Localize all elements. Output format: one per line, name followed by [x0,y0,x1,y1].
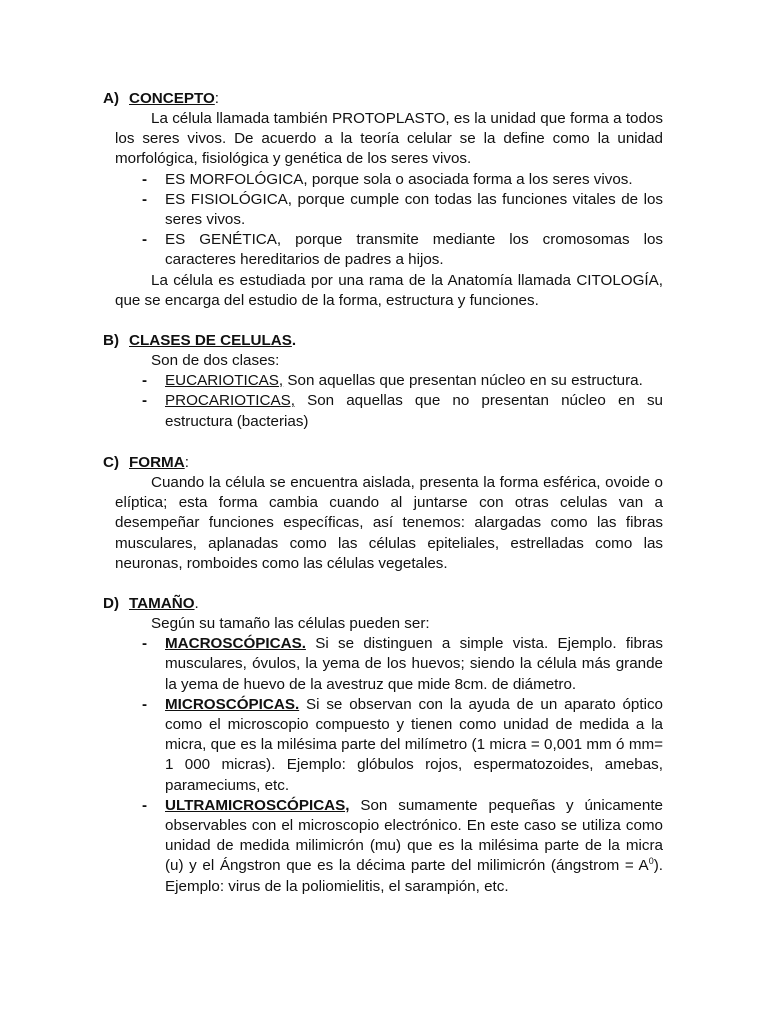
heading-punct: . [194,595,199,612]
bullet-list [115,170,663,271]
list-item: - MICROSCÓPICAS. Si se observan con la ayuda de un aparato óptico como el microscopio compuesto y tienen como unidad de medida a la micra, que es la milésima parte del milímetro (1 micra = 0,001 mm ó mm= 1 000 micras). Ejemplo: glóbulos rojos, espermatozoides, amebas, parameciums, etc. [142,695,663,794]
list-item: - ULTRAMICROSCÓPICAS, Son sumamente pequeñas y únicamente observables con el microscopio electrónico. En este caso se utiliza como unidad de medida milimicrón (mu) que es la milésima parte de la micra (u) y el Ángstron que es la décima parte del milimicrón (ángstrom = $A^0$). Ejemplo: virus de la poliomielitis, el sarampión, etc. [142,796,663,895]
section-letter: A) [103,90,120,107]
section-heading [129,89,219,109]
heading-punct: : [184,454,189,471]
section-body [115,351,663,432]
section-heading [129,331,296,351]
heading-title: TAMAÑO [129,595,195,612]
paragraph: Según su tamaño las células pueden ser: [151,615,430,632]
heading-title: CLASES DE CELULAS [129,332,292,349]
bullet-list [115,371,663,432]
section-letter: D) [103,595,120,612]
paragraph: La célula llamada también PROTOPLASTO, es la unidad que forma a todos los seres vivos. De acuerdo a la teoría celular se la define como la unidad morfológica, fisiológica y genética de los seres vivos. [115,110,663,168]
heading-punct: . [291,332,297,349]
list-item: - ES GENÉTICA, porque transmite mediante los cromosomas los caracteres hereditarios de padres a hijos. [142,231,663,269]
list-item-text: ES FISIOLÓGICA, porque cumple con todas las funciones vitales de los seres vivos. [165,190,663,229]
term-description: Son aquellas que presentan núcleo en su estructura. [283,372,643,390]
term-description: Si se observan con la ayuda de un aparato óptico como el microscopio compuesto y tienen como unidad de medida a la micra, que es la milésima parte del milímetro (1 micra = 0,001 mm ó mm= 1 000 micras). Ejemplo: glóbulos rojos, espermatozoides, amebas, parameciums, etc. [165,695,663,794]
list-item: - ES FISIOLÓGICA, porque cumple con todas las funciones vitales de los seres vivos. [142,190,663,229]
section-letter: C) [103,454,120,471]
list-item: - EUCARIOTICAS, Son aquellas que presentan núcleo en su estructura. [142,372,643,390]
superscript: 0 [648,856,654,867]
list-item-text: ES MORFOLÓGICA, porque sola o asociada forma a los seres vivos. [165,170,633,188]
paragraph: Cuando la célula se encuentra aislada, presenta la forma esférica, ovoide o elíptica; esta forma cambia cuando al juntarse con otras celulas van a desempeñar funciones específicas, así tenemos: alargadas como las fibras musculares, aplanadas como las células epiteliales, estrelladas como las neuronas, romboides como las células vegetales. [115,474,663,572]
section-heading [129,594,199,614]
heading-title: FORMA [129,454,185,471]
term: MICROSCÓPICAS. [165,695,300,713]
list-item: - ES MORFOLÓGICA, porque sola o asociada forma a los seres vivos. [142,170,633,188]
list-item: - MACROSCÓPICAS. Si se distinguen a simple vista. Ejemplo. fibras musculares, óvulos, la yema de los huevos; siendo la célula más grande la yema de huevo de la avestruz que mide 8cm. de diámetro. [142,635,663,693]
section-heading [129,453,189,473]
term: PROCARIOTICAS, [165,392,295,410]
paragraph: Son de dos clases: [151,352,280,369]
heading-title: CONCEPTO [129,90,215,107]
section-letter: B) [103,332,120,349]
term-description: Si se distinguen a simple vista. Ejemplo. fibras musculares, óvulos, la yema de los huevos; siendo la célula más grande la yema de huevo de la avestruz que mide 8cm. de diámetro. [165,635,663,693]
term: ULTRAMICROSCÓPICAS, [165,796,350,814]
section-body [115,614,663,897]
paragraph: La célula es estudiada por una rama de la Anatomía llamada CITOLOGÍA, que se encarga del estudio de la forma, estructura y funciones. [115,271,663,309]
term: EUCARIOTICAS, [165,372,284,390]
term: MACROSCÓPICAS. [165,635,306,653]
heading-punct: : [214,90,220,107]
term-description: Son aquellas que no presentan núcleo en su estructura (bacterias) [165,392,663,430]
term-description-tail: ). Ejemplo: virus de la poliomielitis, el sarampión, etc. [165,857,663,895]
list-item: - PROCARIOTICAS, Son aquellas que no presentan núcleo en su estructura (bacterias) [142,392,663,430]
term-description: Son sumamente pequeñas y únicamente observables con el microscopio electrónico. En este caso se utiliza como unidad de medida milimicrón (mu) que es la milésima parte de la micra (u) y el Ángstron que es la décima parte del milimicrón (ángstrom = A [165,796,663,875]
section-body [115,473,663,574]
bullet-list [115,634,663,897]
list-item-text: ES GENÉTICA, porque transmite mediante los cromosomas los caracteres hereditarios de padres a hijos. [165,231,663,269]
section-body [115,109,663,311]
